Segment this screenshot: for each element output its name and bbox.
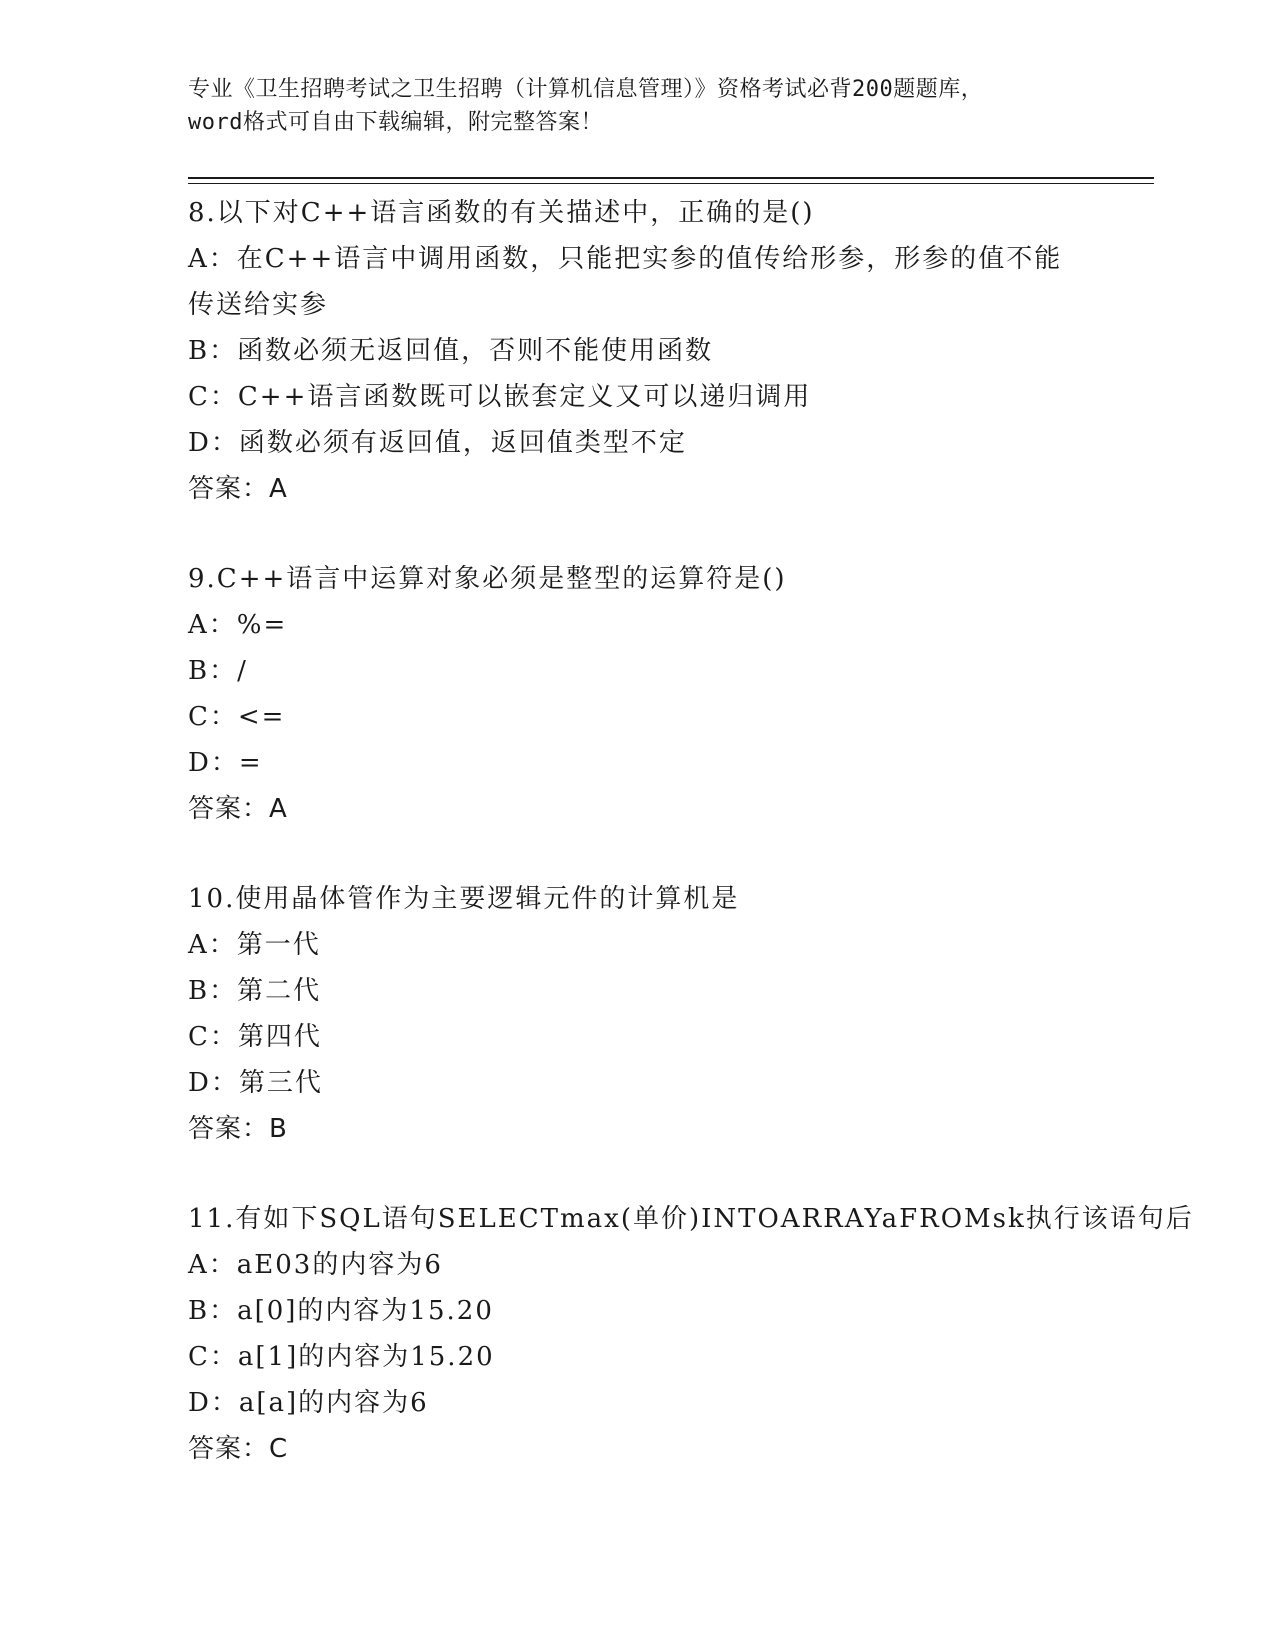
option-c: C：a[1]的内容为15.20: [188, 1342, 495, 1372]
option-d: D：=: [188, 748, 263, 778]
question-11: [188, 1196, 1194, 1472]
header-divider-thin: [188, 183, 1154, 184]
question-8: [188, 190, 1088, 512]
header-line-2: word格式可自由下载编辑，附完整答案！: [188, 110, 603, 135]
option-b: B：/: [188, 656, 248, 686]
option-c: C：<=: [188, 702, 286, 732]
header-divider-thick: [188, 177, 1154, 179]
option-a: A：在C++语言中调用函数，只能把实参的值传给形参，形参的值不能传送给实参: [188, 244, 1063, 320]
question-stem: 10.使用晶体管作为主要逻辑元件的计算机是: [188, 884, 740, 914]
header-line-1: 专业《卫生招聘考试之卫生招聘（计算机信息管理）》资格考试必背200题题库，: [188, 77, 984, 102]
question-stem: 8.以下对C++语言函数的有关描述中，正确的是(): [188, 198, 815, 228]
question-10: [188, 876, 1088, 1152]
option-a: A：%=: [188, 610, 288, 640]
question-list: [188, 190, 1194, 1516]
option-c: C：第四代: [188, 1022, 322, 1052]
option-b: B：函数必须无返回值，否则不能使用函数: [188, 336, 714, 366]
option-b: B：a[0]的内容为15.20: [188, 1296, 494, 1326]
question-9: [188, 556, 1088, 832]
option-d: D：函数必须有返回值，返回值类型不定: [188, 428, 687, 458]
option-d: D：第三代: [188, 1068, 323, 1098]
option-a: A：第一代: [188, 930, 321, 960]
answer-line: 答案：A: [188, 794, 288, 824]
option-c: C：C++语言函数既可以嵌套定义又可以递归调用: [188, 382, 812, 412]
document-header: [188, 73, 1108, 139]
option-b: B：第二代: [188, 976, 322, 1006]
question-stem: 9.C++语言中运算对象必须是整型的运算符是(): [188, 564, 787, 594]
option-a: A：aE03的内容为6: [188, 1250, 443, 1280]
question-stem: 11.有如下SQL语句SELECTmax(单价)INTOARRAYaFROMsk执行该语句后: [188, 1204, 1194, 1234]
answer-line: 答案：A: [188, 474, 288, 504]
option-d: D：a[a]的内容为6: [188, 1388, 429, 1418]
answer-line: 答案：C: [188, 1434, 289, 1464]
answer-line: 答案：B: [188, 1114, 288, 1144]
